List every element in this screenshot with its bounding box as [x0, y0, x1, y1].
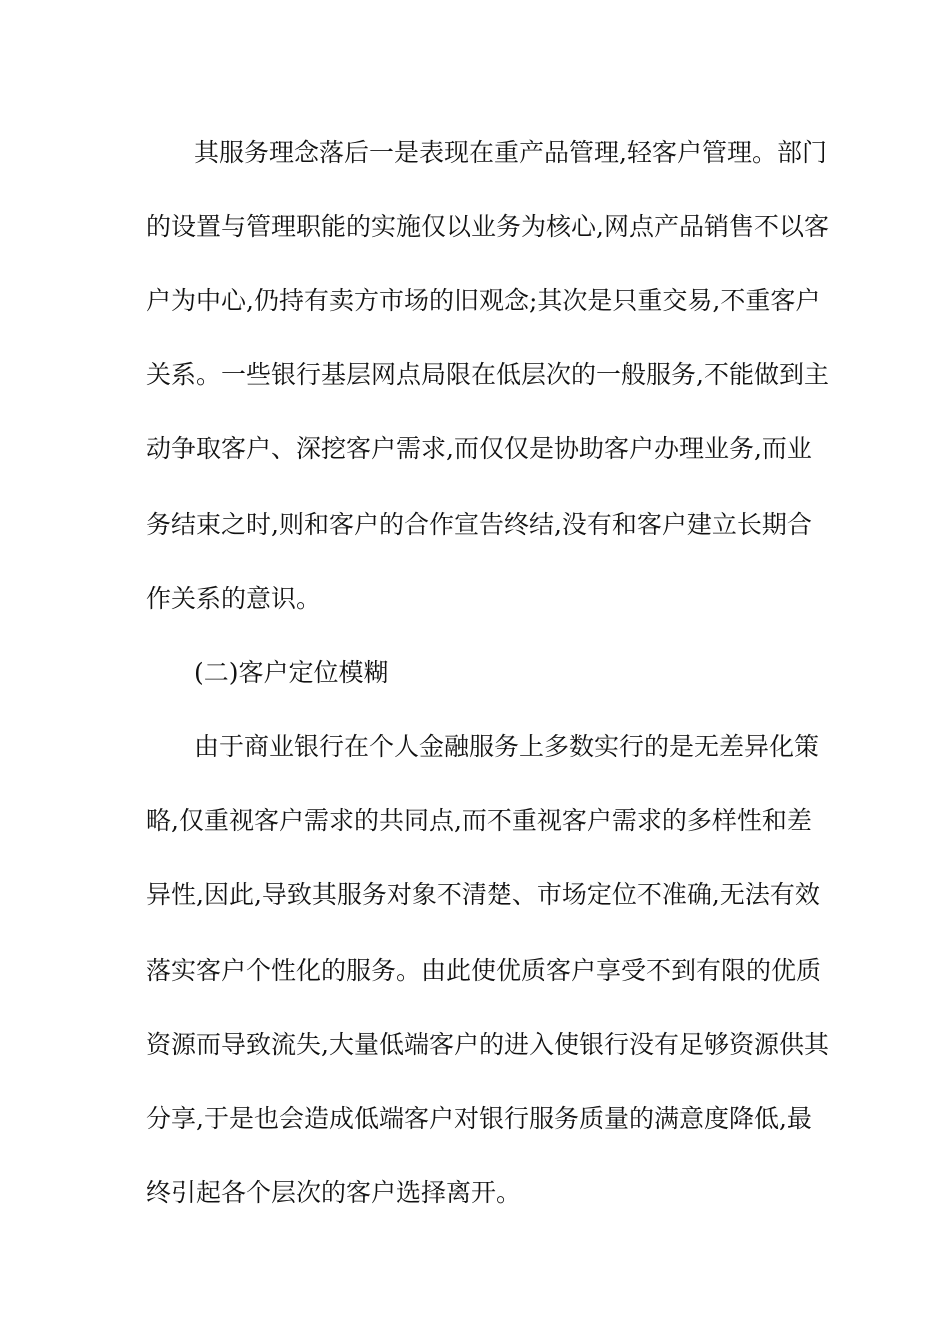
paragraph-1-line-6: 务结束之时,则和客户的合作宣告终结,没有和客户建立长期合 [146, 510, 812, 539]
paragraph-1-line-3: 户为中心,仍持有卖方市场的旧观念;其次是只重交易,不重客户 [146, 286, 821, 315]
paragraph-1-line-1: 其服务理念落后一是表现在重产品管理,轻客户管理。部门 [194, 138, 827, 167]
paragraph-2-line-6: 分享,于是也会造成低端客户对银行服务质量的满意度降低,最 [146, 1104, 812, 1133]
paragraph-2-line-5: 资源而导致流失,大量低端客户的进入使银行没有足够资源供其 [146, 1030, 829, 1059]
paragraph-2-line-1: 由于商业银行在个人金融服务上多数实行的是无差异化策 [194, 732, 820, 761]
paragraph-2-line-7: 终引起各个层次的客户选择离开。 [146, 1178, 522, 1207]
paragraph-1-line-4: 关系。一些银行基层网点局限在低层次的一般服务,不能做到主 [146, 360, 829, 389]
section-heading: (二)客户定位模糊 [194, 658, 389, 687]
paragraph-1-line-7: 作关系的意识。 [146, 584, 322, 613]
paragraph-1-line-2: 的设置与管理职能的实施仅以业务为核心,网点产品销售不以客 [146, 212, 829, 241]
paragraph-2-line-3: 异性,因此,导致其服务对象不清楚、市场定位不准确,无法有效 [146, 880, 820, 909]
paragraph-2-line-4: 落实客户个性化的服务。由此使优质客户享受不到有限的优质 [146, 956, 822, 985]
paragraph-2-line-2: 略,仅重视客户需求的共同点,而不重视客户需求的多样性和差 [146, 806, 812, 835]
paragraph-1-line-5: 动争取客户、深挖客户需求,而仅仅是协助客户办理业务,而业 [146, 434, 812, 463]
